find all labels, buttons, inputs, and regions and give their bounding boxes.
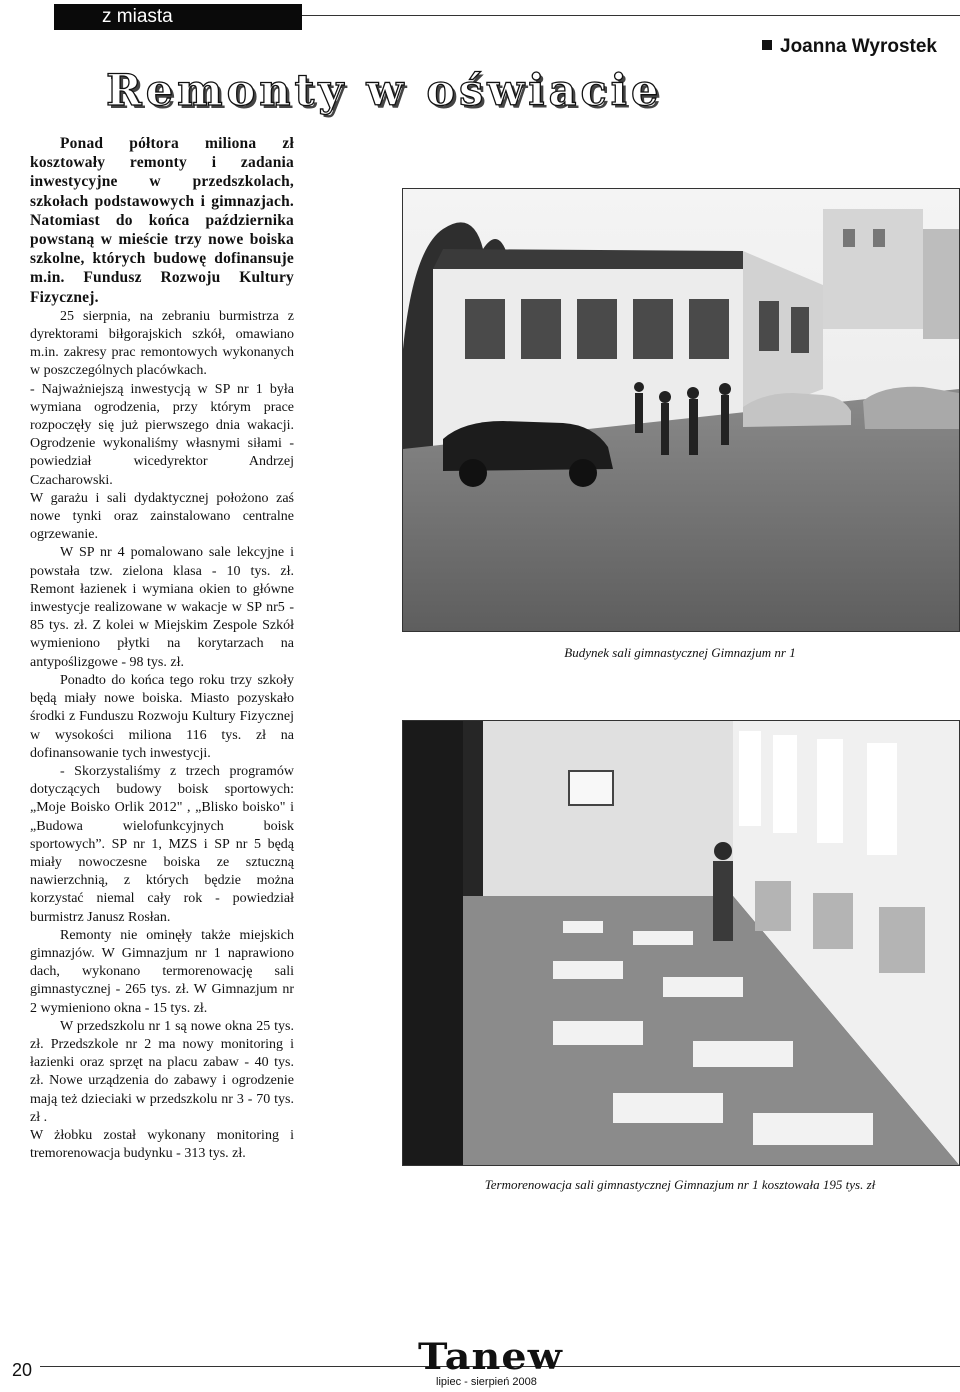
article-closing: W żłobku został wykonany monitoring i tremorenowacja budynku - 313 tys. zł. <box>30 1127 294 1162</box>
gym-interior-photo <box>402 720 960 1166</box>
article-paragraph: - Skorzystaliśmy z trzech programów dotyczących budowy boisk sportowych: „Moje Boisko Orlik 2012" , „Blisko boisko" i „Budowa wielofunkcyjnych boisk sportowych”. SP nr 1, MZS i SP nr 5 będą miały nowoczesne boiska ze sztuczną nawierzchnią, z których będzie można korzystać niemal cały rok - powiedział burmistrz Janusz Rosłan. <box>30 763 294 925</box>
article-body <box>30 134 294 1163</box>
magazine-logo: Tanew <box>418 1336 563 1378</box>
page-number: 20 <box>12 1360 33 1380</box>
issue-date: lipiec - sierpień 2008 <box>436 1376 537 1388</box>
article-paragraph: W garażu i sali dydaktycznej położono zaś nowe tynki oraz zainstalowano centralne ogrzewanie. <box>30 490 294 543</box>
top-rule <box>302 15 960 16</box>
article-paragraph: Remonty nie ominęły także miejskich gimnazjów. W Gimnazjum nr 1 naprawiono dach, wykonano termorenowację sali gimnastycznej - 265 tys. zł. W Gimnazjum nr 2 wymieniono okna - 15 tys. zł. <box>30 927 294 1016</box>
article-paragraph: W przedszkolu nr 1 są nowe okna 25 tys. zł. Przedszkole nr 2 ma nowy monitoring i łazienki oraz sprzęt na placu zabaw - 40 tys. zł. Nowe urządzenia do zabawy i ogrodzenie mają też dzieciaki w przedszkolu nr 3 - 70 tys. zł . <box>30 1018 294 1125</box>
article-paragraph: 25 sierpnia, na zebraniu burmistrza z dyrektorami biłgorajskich szkół, omawiano m.in. zakresy prac remontowych wykonanych w poszczególnych placówkach. <box>30 308 294 379</box>
article-title: Remonty w oświacie <box>106 66 663 116</box>
article-paragraph: Ponadto do końca tego roku trzy szkoły będą miały nowe boiska. Miasto pozyskało środki z Funduszu Rozwoju Kultury Fizycznej w wysokości miliona 116 tys. zł na dofinansowanie tych inwestycji. <box>30 672 294 761</box>
author-byline <box>762 36 937 58</box>
author-name: Joanna Wyrostek <box>780 36 937 57</box>
gym-building-photo <box>402 188 960 632</box>
section-tag: z miasta <box>54 4 302 30</box>
bottom-photo-caption: Termorenowacja sali gimnastycznej Gimnazjum nr 1 kosztowała 195 tys. zł <box>484 1177 876 1192</box>
square-bullet-icon <box>762 40 772 50</box>
article-paragraph: - Najważniejszą inwestycją w SP nr 1 była wymiana ogrodzenia, przy którym prace rozpoczęły się już pierwszego dnia wakacji. Ogrodzenie wykonaliśmy własnymi siłami - powiedział wicedyrektor Andrzej Czacharowski. <box>30 381 294 488</box>
article-lead: Ponad półtora miliona zł kosztowały remonty i zadania inwestycyjne w przedszkolach, szkołach podstawowych i gimnazjach. Natomiast do końca października powstaną w mieście trzy nowe boiska szkolne, których budowę dofinansuje m.in. Fundusz Rozwoju Kultury Fizycznej. <box>30 135 294 306</box>
article-paragraph: W SP nr 4 pomalowano sale lekcyjne i powstała tzw. zielona klasa - 10 tys. zł. Remont łazienek i wymiana okien to główne inwestycje realizowane w wakacje w SP nr5 - 85 tys. zł. Z kolei w Miejskim Zespole Szkół wymieniono płytki na korytarzach na antypoślizgowe - 98 tys. zł. <box>30 545 294 670</box>
top-photo-caption: Budynek sali gimnastycznej Gimnazjum nr 1 <box>564 645 796 660</box>
